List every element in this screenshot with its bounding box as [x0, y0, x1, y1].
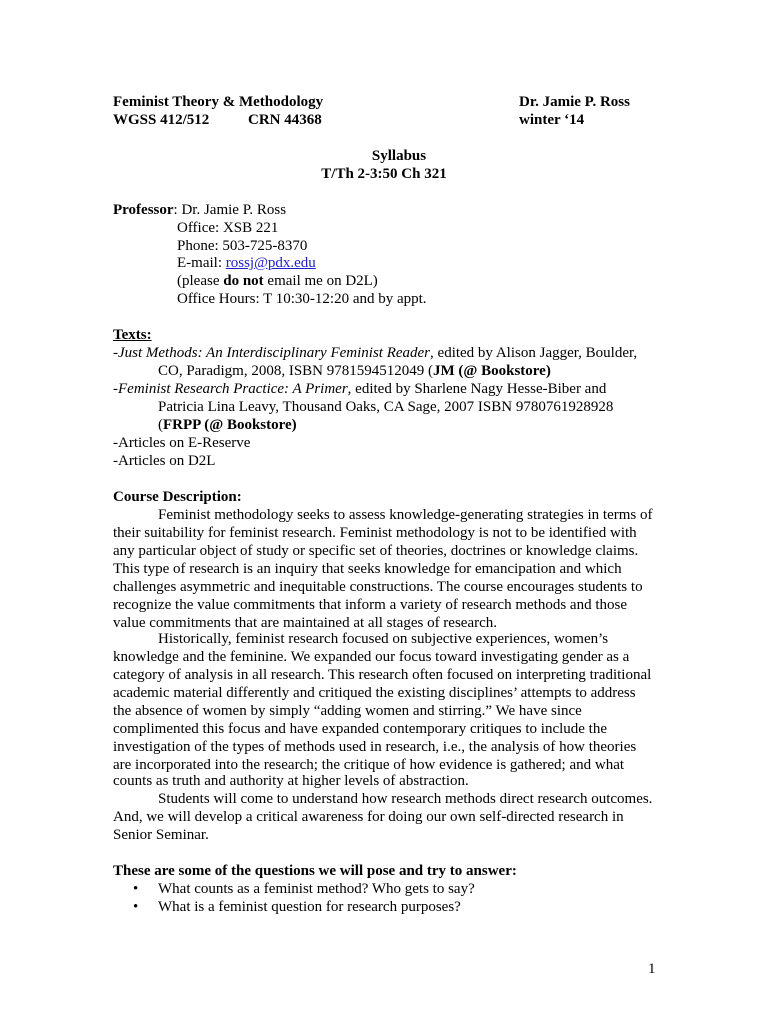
jm-title: -Just Methods: An Interdisciplinary Feminist Reader: [113, 345, 431, 361]
desc-p2-line: Historically, feminist research focused on subjective experiences, women’s: [158, 631, 609, 647]
list-item: [133, 898, 461, 916]
desc-p3-line: Students will come to understand how research methods direct research outcomes.: [158, 791, 653, 807]
desc-p1-line: This type of research is an inquiry that seeks knowledge for emancipation and which: [113, 561, 622, 577]
frpp-tag: FRPP (@ Bookstore): [163, 417, 297, 433]
texts-heading: Texts:: [113, 327, 152, 343]
jm-rest: , edited by Alison Jagger, Boulder,: [430, 345, 638, 361]
desc-p1-line: recognize the value commitments that inform a variety of research methods and those: [113, 597, 627, 613]
crn: CRN 44368: [248, 112, 322, 128]
email-note: [177, 272, 378, 290]
text-d2l: -Articles on D2L: [113, 453, 216, 469]
frpp-title: -Feminist Research Practice: A Primer: [113, 381, 348, 397]
text-ereserve: -Articles on E-Reserve: [113, 435, 251, 451]
jm-tag: JM (@ Bookstore): [433, 363, 551, 379]
jm-line2: CO, Paradigm, 2008, ISBN 9781594512049 (: [158, 363, 433, 379]
desc-p2-line: the absence of women by simply “adding women and stirring.” We have since: [113, 703, 582, 719]
text-frpp: [113, 380, 606, 398]
desc-p2-line: are incorporated into the research; the critique of how evidence is gathered; and what: [113, 757, 625, 773]
email-note-bold: do not: [223, 273, 264, 289]
desc-p2-line: complimented this focus and have expanded contemporary critiques to include the: [113, 721, 608, 737]
professor-line: [113, 201, 286, 219]
question-text: What counts as a feminist method? Who gets to say?: [158, 881, 475, 897]
desc-p3-line: Senior Seminar.: [113, 827, 209, 843]
term: winter ‘14: [519, 112, 585, 128]
syllabus-title: Syllabus: [371, 148, 427, 164]
list-item: [133, 880, 475, 898]
email-link[interactable]: rossj@pdx.edu: [225, 255, 316, 271]
bullet-icon: •: [133, 881, 139, 897]
desc-p1-line: any particular object of study or specific set of theories, doctrines or knowledge claims.: [113, 543, 639, 559]
text-jm-line2: [158, 362, 551, 380]
course-description-heading: Course Description:: [113, 489, 242, 505]
professor-name: : Dr. Jamie P. Ross: [173, 202, 287, 218]
email-note-pre: (please: [177, 273, 224, 289]
desc-p1-line: value commitments that are maintained at all stages of research.: [113, 615, 498, 631]
desc-p2-line: counts as truth and authority at higher levels of abstraction.: [113, 773, 469, 789]
course-title: Feminist Theory & Methodology: [113, 94, 324, 110]
email-line: [177, 254, 316, 272]
questions-heading: These are some of the questions we will pose and try to answer:: [113, 863, 517, 879]
desc-p2-line: category of analysis in all research. This research often focused on interpreting traditional: [113, 667, 652, 683]
professor-label: Professor: [113, 202, 174, 218]
text-frpp-line2: Patricia Lina Leavy, Thousand Oaks, CA Sage, 2007 ISBN 9780761928928: [158, 399, 614, 415]
desc-p1-line: challenges asymmetric and inequitable constructions. The course encourages students to: [113, 579, 643, 595]
phone: Phone: 503-725-8370: [177, 238, 308, 254]
desc-p2-line: academic material differently and critiqued the existing disciplines’ attempts to address: [113, 685, 636, 701]
instructor-name: Dr. Jamie P. Ross: [519, 94, 630, 110]
class-schedule: T/Th 2-3:50 Ch 321: [321, 166, 447, 182]
page-number: 1: [648, 961, 656, 977]
desc-p3-line: And, we will develop a critical awareness for doing our own self-directed research in: [113, 809, 624, 825]
course-code: WGSS 412/512: [113, 112, 210, 128]
email-label: E-mail:: [177, 255, 226, 271]
desc-p1-line: their suitability for feminist research. Feminist methodology is not to be identified with: [113, 525, 637, 541]
text-frpp-line3: [158, 416, 297, 434]
desc-p2-line: knowledge and the feminine. We expanded our focus toward investigating gender as a: [113, 649, 630, 665]
office-hours: Office Hours: T 10:30-12:20 and by appt.: [177, 291, 427, 307]
desc-p2-line: investigation of the types of methods used in research, i.e., the analysis of how theories: [113, 739, 637, 755]
frpp-rest: , edited by Sharlene Nagy Hesse-Biber and: [347, 381, 607, 397]
email-note-post: email me on D2L): [263, 273, 378, 289]
office: Office: XSB 221: [177, 220, 279, 236]
frpp-line3-pre: (: [158, 417, 163, 433]
question-text: What is a feminist question for research purposes?: [158, 899, 461, 915]
desc-p1-line: Feminist methodology seeks to assess knowledge-generating strategies in terms of: [158, 507, 653, 523]
bullet-icon: •: [133, 899, 139, 915]
text-jm: [113, 344, 637, 362]
